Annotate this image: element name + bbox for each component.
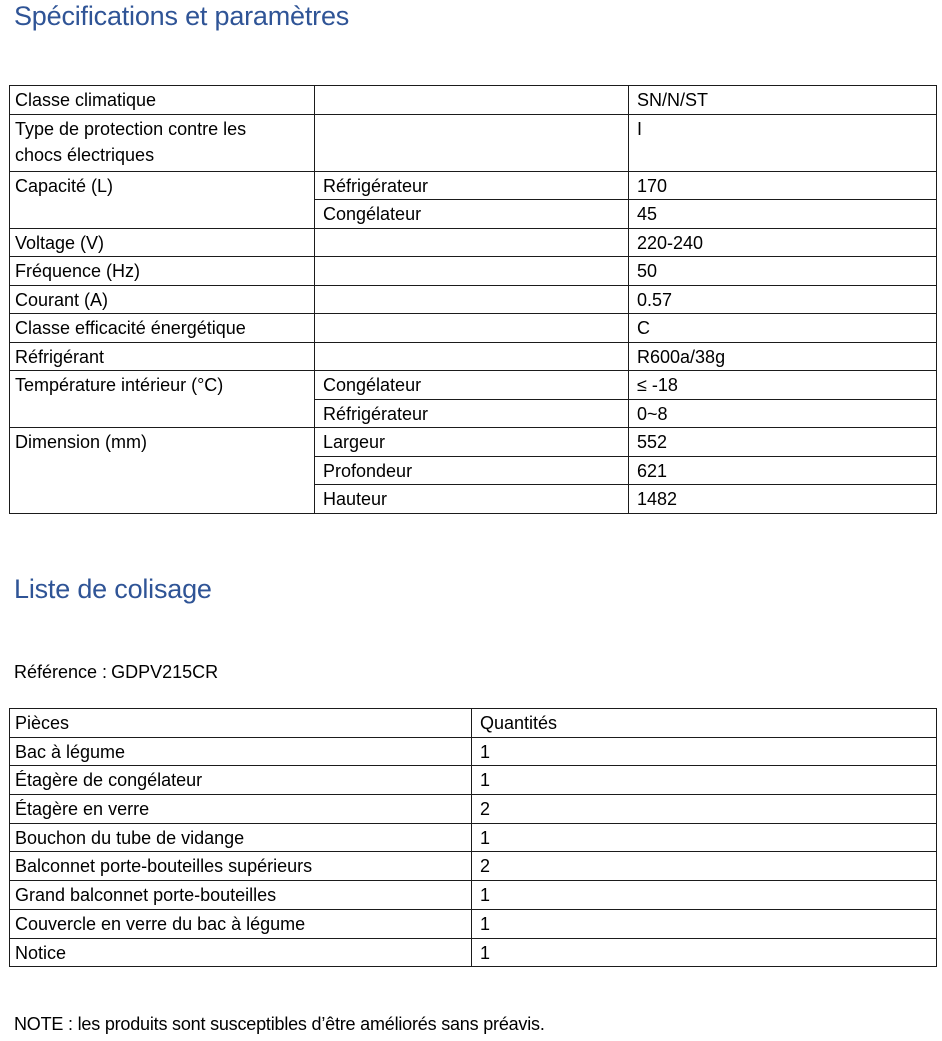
packing-table-row: [10, 766, 937, 795]
spec-table-row: [10, 342, 937, 371]
packing-piece-cell: Étagère en verre: [10, 795, 472, 824]
packing-table-row: [10, 795, 937, 824]
spec-attribute-cell: Classe efficacité énergétique: [10, 314, 315, 343]
spec-value-cell: 170: [629, 171, 937, 200]
spec-table-row: [10, 428, 937, 457]
packing-piece-cell: Grand balconnet porte-bouteilles: [10, 881, 472, 910]
spec-attribute-cell: Fréquence (Hz): [10, 257, 315, 286]
note-text: NOTE : les produits sont susceptibles d’être améliorés sans préavis.: [14, 1014, 545, 1034]
spec-value-cell: C: [629, 314, 937, 343]
packing-piece-cell: Couvercle en verre du bac à légume: [10, 909, 472, 938]
packing-piece-cell: Étagère de congélateur: [10, 766, 472, 795]
packing-piece-cell: Balconnet porte-bouteilles supérieurs: [10, 852, 472, 881]
packing-qty-cell: 2: [472, 852, 937, 881]
spec-subattribute-cell: Hauteur: [315, 485, 629, 514]
spec-subattribute-cell: [315, 285, 629, 314]
spec-subattribute-cell: [315, 114, 629, 171]
spec-subattribute-cell: [315, 257, 629, 286]
spec-value-cell: ≤ -18: [629, 371, 937, 400]
spec-value-cell: 220-240: [629, 228, 937, 257]
spec-subattribute-cell: [315, 342, 629, 371]
spec-attribute-cell: Type de protection contre les chocs électriques: [10, 114, 315, 171]
spec-attribute-cell: Capacité (L): [10, 171, 315, 228]
packing-piece-cell: Bac à légume: [10, 737, 472, 766]
spec-value-cell: 552: [629, 428, 937, 457]
packing-qty-cell: 1: [472, 881, 937, 910]
spec-value-cell: 50: [629, 257, 937, 286]
packing-piece-cell: Notice: [10, 938, 472, 967]
spec-subattribute-cell: [315, 228, 629, 257]
packing-qty-cell: 1: [472, 766, 937, 795]
spec-value-cell: R600a/38g: [629, 342, 937, 371]
spec-section-heading: Spécifications et paramètres: [14, 1, 350, 31]
packing-header-pieces: Pièces: [10, 709, 472, 738]
spec-attribute-cell: Réfrigérant: [10, 342, 315, 371]
spec-value-cell: 0~8: [629, 399, 937, 428]
spec-subattribute-cell: [315, 314, 629, 343]
spec-subattribute-cell: Réfrigérateur: [315, 171, 629, 200]
spec-subattribute-cell: Congélateur: [315, 371, 629, 400]
packing-header-quantities: Quantités: [472, 709, 937, 738]
reference-line: [14, 662, 218, 683]
spec-table-row: [10, 228, 937, 257]
spec-subattribute-cell: Congélateur: [315, 200, 629, 229]
spec-attribute-cell: Dimension (mm): [10, 428, 315, 514]
packing-qty-cell: 2: [472, 795, 937, 824]
spec-attribute-cell: Courant (A): [10, 285, 315, 314]
packing-table-row: [10, 852, 937, 881]
spec-value-cell: 45: [629, 200, 937, 229]
spec-value-cell: 1482: [629, 485, 937, 514]
reference-label: Référence :: [14, 662, 108, 682]
spec-value-cell: I: [629, 114, 937, 171]
spec-subattribute-cell: Réfrigérateur: [315, 399, 629, 428]
packing-table-row: [10, 823, 937, 852]
packing-table-row: [10, 938, 937, 967]
packing-section-heading: Liste de colisage: [14, 574, 212, 604]
spec-value-cell: SN/N/ST: [629, 86, 937, 115]
packing-qty-cell: 1: [472, 909, 937, 938]
packing-qty-cell: 1: [472, 823, 937, 852]
packing-table-body: [10, 709, 937, 967]
spec-subattribute-cell: [315, 86, 629, 115]
packing-table: [9, 708, 937, 967]
packing-qty-cell: 1: [472, 938, 937, 967]
spec-table-row: [10, 257, 937, 286]
packing-piece-cell: Bouchon du tube de vidange: [10, 823, 472, 852]
spec-attribute-cell: Classe climatique: [10, 86, 315, 115]
spec-table-row: [10, 86, 937, 115]
packing-table-row: [10, 881, 937, 910]
spec-table-row: [10, 314, 937, 343]
packing-header-row: [10, 709, 937, 738]
packing-table-row: [10, 909, 937, 938]
spec-value-cell: 0.57: [629, 285, 937, 314]
spec-table-body: [10, 86, 937, 514]
packing-table-row: [10, 737, 937, 766]
spec-attribute-cell: Voltage (V): [10, 228, 315, 257]
spec-table-row: [10, 371, 937, 400]
spec-table-row: [10, 171, 937, 200]
spec-value-cell: 621: [629, 456, 937, 485]
spec-table-row: [10, 114, 937, 171]
spec-subattribute-cell: Profondeur: [315, 456, 629, 485]
spec-table: [9, 85, 937, 514]
packing-qty-cell: 1: [472, 737, 937, 766]
spec-subattribute-cell: Largeur: [315, 428, 629, 457]
spec-attribute-cell: Température intérieur (°C): [10, 371, 315, 428]
reference-value: GDPV215CR: [111, 662, 219, 682]
spec-table-row: [10, 285, 937, 314]
